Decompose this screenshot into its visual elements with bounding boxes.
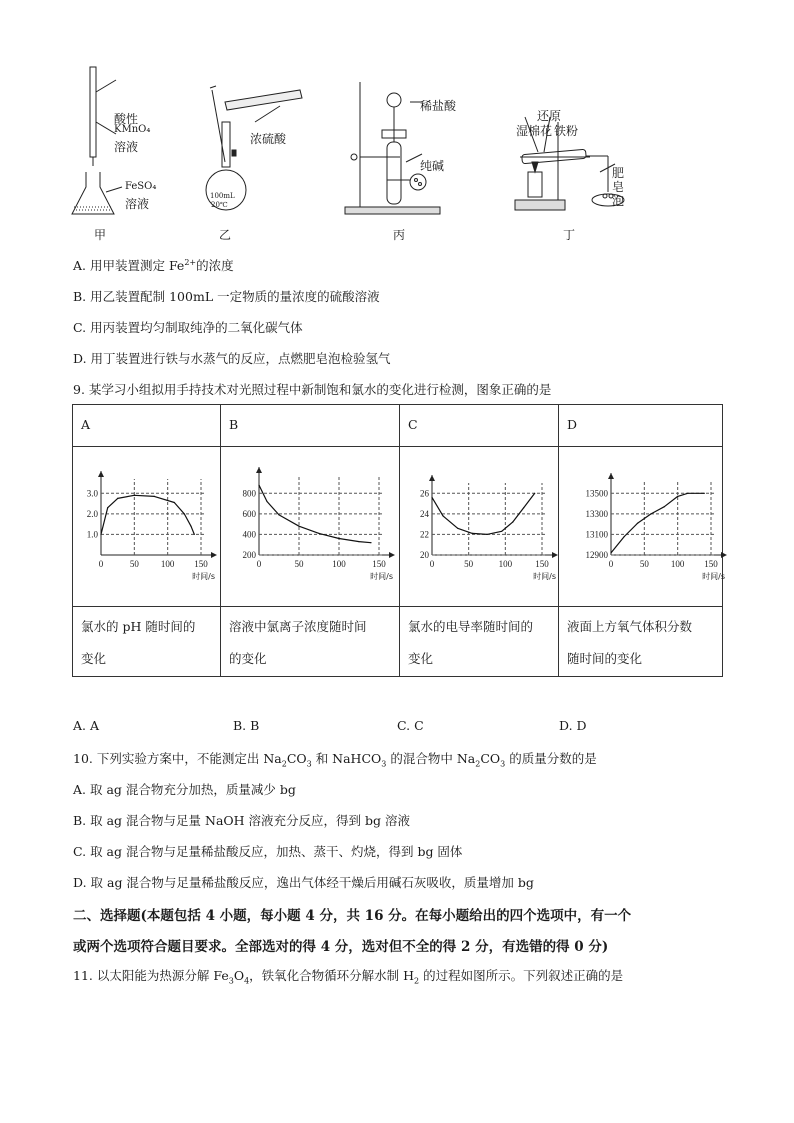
data-point	[472, 533, 473, 534]
q8-option-a: A. 用甲装置测定 $Fe^{2+}$的浓度	[73, 257, 234, 273]
y-tick-label: 13300	[585, 508, 608, 519]
y-axis-arrow	[608, 473, 614, 479]
data-point	[610, 552, 611, 553]
data-point	[154, 496, 155, 497]
q9-answer-c: C. C	[397, 718, 424, 733]
data-point	[174, 502, 175, 503]
section-2-heading-2: 或两个选项符合题目要求。全部选对的得 4 分，选对但不全的得 2 分，有选错的得 0 分)	[73, 939, 609, 955]
x-tick-label: 50	[464, 559, 474, 569]
y-tick-label: 600	[242, 508, 256, 519]
q11-stem: 11. 以太阳能为热源分解 $Fe_3O_4$，铁氧化合物循环分解水制 $H_2$ 的过程如图所示。下列叙述正确的是	[73, 968, 624, 986]
y-tick-label: 800	[242, 488, 256, 499]
x-tick-label: 50	[639, 559, 649, 569]
x-axis-label: 时间/s	[192, 572, 215, 581]
data-point	[687, 493, 688, 494]
y-tick-label: 24	[420, 508, 429, 519]
y-tick-label: 3.0	[86, 488, 98, 499]
y-tick-label: 200	[242, 550, 256, 560]
y-tick-label: 13500	[585, 488, 608, 499]
data-point	[637, 523, 638, 524]
data-point	[318, 533, 319, 534]
data-point	[501, 531, 502, 532]
x-tick-label: 0	[429, 559, 435, 569]
data-point	[650, 513, 651, 514]
data-point	[534, 493, 535, 494]
data-point	[664, 506, 665, 507]
data-point	[298, 526, 299, 527]
ding-label-4: 肥	[612, 166, 625, 180]
y-tick-label: 400	[242, 529, 256, 540]
data-point	[431, 497, 432, 498]
y-axis-arrow	[98, 471, 104, 477]
desc-a: 氯水的 pH 随时间的 变化	[73, 607, 221, 677]
x-tick-label: 100	[160, 559, 175, 569]
bing-reagent-top: 稀盐酸	[420, 99, 457, 113]
x-tick-label: 50	[129, 559, 139, 569]
y-tick-label: 20	[420, 550, 429, 560]
q10-option-b: B. 取 ag 混合物与足量 NaOH 溶液充分反应，得到 bg 溶液	[73, 813, 410, 828]
apparatus-figure	[60, 62, 670, 242]
q9-stem: 9. 某学习小组拟用手持技术对光照过程中新制饱和氯水的变化进行检测，图象正确的是	[73, 382, 552, 397]
data-point	[338, 538, 339, 539]
x-axis-label: 时间/s	[533, 572, 556, 581]
chart-c	[400, 447, 558, 603]
x-tick-label: 100	[332, 559, 346, 569]
q10-stem: 10. 下列实验方案中，不能测定出 $Na_2CO_3$ 和 NaHCO$_3$ 的混合物中 $Na_2CO_3$ 的质量分数的是	[73, 751, 597, 769]
ding-name: 丁	[563, 228, 576, 242]
ding-label-3: 铁粉	[554, 124, 579, 138]
data-point	[100, 534, 101, 535]
data-point	[523, 507, 524, 508]
desc-c: 氯水的电导率随时间的 变化	[400, 607, 559, 677]
yi-reagent: 浓硫酸	[250, 132, 287, 146]
jia-label-5: 溶液	[125, 197, 150, 211]
y-tick-label: 12900	[585, 550, 608, 560]
q9-answer-a: A. A	[73, 718, 100, 733]
data-point	[190, 526, 191, 527]
jia-name: 甲	[94, 228, 107, 242]
data-point	[107, 507, 108, 508]
x-tick-label: 150	[194, 559, 208, 569]
q8-option-c: C. 用丙装置均匀制取纯净的二氧化碳气体	[73, 320, 303, 335]
x-tick-label: 100	[498, 559, 513, 569]
q9-option-table	[72, 404, 723, 677]
data-point	[266, 501, 267, 502]
ding-label-5: 皂	[612, 180, 625, 194]
jia-label-3: 溶液	[114, 140, 139, 154]
x-tick-label: 100	[670, 559, 685, 569]
x-axis-arrow	[211, 552, 217, 558]
q10-option-c: C. 取 ag 混合物与足量稀盐酸反应，加热、蒸干、灼烧，得到 bg 固体	[73, 844, 463, 859]
x-tick-label: 150	[372, 559, 386, 569]
header-a: A	[81, 417, 91, 432]
data-point	[258, 485, 259, 486]
desc-b: 溶液中氯离子浓度随时间 的变化	[221, 607, 400, 677]
chart-b	[221, 447, 399, 603]
x-tick-label: 150	[535, 559, 549, 569]
x-tick-label: 0	[98, 559, 104, 569]
jia-label-4: FeSO₄	[125, 181, 157, 192]
x-tick-label: 150	[704, 559, 718, 569]
x-axis-arrow	[389, 552, 395, 558]
q10-option-d: D. 取 ag 混合物与足量稀盐酸反应，逸出气体经干燥后用碱石灰吸收，质量增加 bg	[73, 875, 534, 890]
y-tick-label: 2.0	[86, 508, 98, 519]
q9-answer-b: B. B	[233, 718, 260, 733]
data-point	[512, 522, 513, 523]
data-point	[442, 515, 443, 516]
jia-label-2: KMnO₄	[114, 124, 151, 135]
q9-answer-d: D. D	[559, 718, 587, 733]
data-point	[704, 493, 705, 494]
chart-a	[73, 447, 220, 603]
q8-option-d: D. 用丁装置进行铁与水蒸气的反应，点燃肥皂泡检验氢气	[73, 351, 391, 366]
x-tick-label: 0	[256, 559, 262, 569]
data-point	[370, 542, 371, 543]
data-point	[624, 536, 625, 537]
series-line	[611, 493, 704, 553]
ding-label-2: 湿棉花	[516, 124, 553, 138]
ding-label-6: 泡	[612, 194, 625, 208]
data-point	[117, 498, 118, 499]
desc-d: 液面上方氧气体积分数 随时间的变化	[559, 607, 723, 677]
data-point	[677, 496, 678, 497]
x-axis-label: 时间/s	[370, 572, 393, 581]
x-axis-arrow	[721, 552, 727, 558]
yi-name: 乙	[219, 228, 232, 242]
x-axis-label: 时间/s	[702, 572, 725, 581]
section-2-heading-1: 二、选择题(本题包括 4 小题，每小题 4 分，共 16 分。在每小题给出的四个选项中，有一个	[73, 908, 632, 924]
yi-flask-1: 100mL	[210, 192, 235, 200]
yi-flask-2: 20℃	[211, 201, 228, 209]
ding-label-1: 还原	[537, 109, 562, 123]
y-tick-label: 1.0	[86, 529, 98, 540]
data-point	[358, 541, 359, 542]
chart-d	[559, 447, 725, 603]
x-tick-label: 0	[608, 559, 614, 569]
data-point	[194, 534, 195, 535]
x-tick-label: 50	[294, 559, 304, 569]
y-tick-label: 26	[420, 488, 429, 499]
bing-reagent-side: 纯碱	[420, 159, 445, 173]
data-point	[278, 514, 279, 515]
header-b: B	[229, 417, 239, 432]
bing-name: 丙	[393, 228, 406, 242]
header-d: D	[567, 417, 578, 432]
y-tick-label: 22	[420, 529, 429, 540]
jia-label-1: 酸性	[114, 112, 139, 126]
y-tick-label: 13100	[585, 529, 608, 540]
y-axis-arrow	[256, 467, 262, 473]
data-point	[134, 495, 135, 496]
q8-option-b: B. 用乙装置配制 100mL 一定物质的量浓度的硫酸溶液	[73, 289, 380, 304]
q10-option-a: A. 取 ag 混合物充分加热，质量减少 bg	[73, 782, 296, 797]
y-axis-arrow	[429, 475, 435, 481]
x-axis-arrow	[552, 552, 558, 558]
data-point	[457, 528, 458, 529]
series-line	[101, 495, 194, 534]
header-c: C	[408, 417, 418, 432]
data-point	[184, 513, 185, 514]
data-point	[486, 534, 487, 535]
